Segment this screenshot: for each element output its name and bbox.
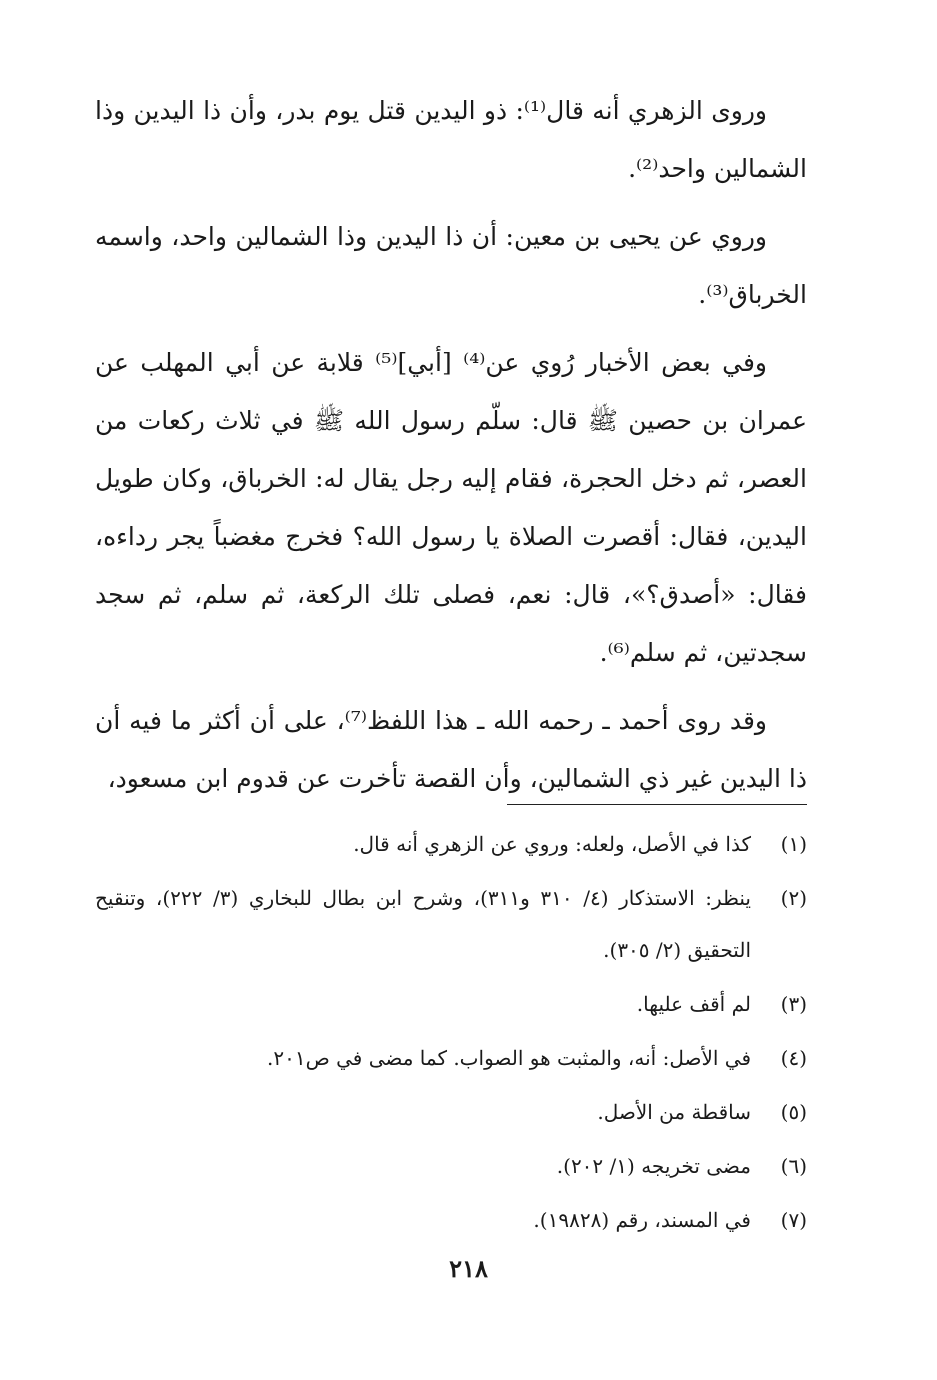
footnote-number: (٤) bbox=[780, 1046, 807, 1070]
footnote bbox=[95, 872, 807, 976]
footnote bbox=[95, 1032, 807, 1084]
footnote-text: في المسند، رقم (١٩٨٢٨). bbox=[533, 1208, 751, 1232]
footnote-text: ساقطة من الأصل. bbox=[597, 1100, 751, 1124]
main-text bbox=[95, 82, 807, 818]
footnote-number: (٣) bbox=[780, 992, 807, 1016]
footnote-number: (١) bbox=[780, 832, 807, 856]
footnote bbox=[95, 1140, 807, 1192]
page-number: ٢١٨ bbox=[449, 1254, 488, 1283]
footnote-number: (٧) bbox=[780, 1208, 807, 1232]
footnote-text: كذا في الأصل، ولعله: وروي عن الزهري أنه قال. bbox=[353, 832, 751, 856]
paragraph: وروى الزهري أنه قال⁽¹⁾: ذو اليدين قتل يوم بدر، وأن ذا اليدين وذا الشمالين واحد⁽²⁾. bbox=[95, 96, 807, 183]
footnote bbox=[95, 978, 807, 1030]
footnote-number: (٢) bbox=[780, 886, 807, 910]
footnote bbox=[95, 818, 807, 870]
footnote-text: ينظر: الاستذكار (٤/ ٣١٠ و٣١١)، وشرح ابن بطال للبخاري (٣/ ٢٢٢)، وتنقيح التحقيق (٢/ ٣٠٥). bbox=[95, 886, 751, 962]
footnote-text: في الأصل: أنه، والمثبت هو الصواب. كما مضى في ص٢٠١. bbox=[266, 1046, 751, 1070]
footnote-separator bbox=[507, 804, 807, 805]
footnote-text: لم أقف عليها. bbox=[636, 992, 751, 1016]
paragraph: وروي عن يحيى بن معين: أن ذا اليدين وذا الشمالين واحد، واسمه الخرباق⁽³⁾. bbox=[95, 222, 807, 309]
paragraph: وقد روى أحمد ـ رحمه الله ـ هذا اللفظ⁽⁷⁾، على أن أكثر ما فيه أن ذا اليدين غير ذي الشمالين، وأن القصة تأخرت عن قدوم ابن مسعود، bbox=[95, 706, 807, 793]
footnote-number: (٥) bbox=[780, 1100, 807, 1124]
footnote bbox=[95, 1086, 807, 1138]
footnotes bbox=[95, 818, 807, 1248]
footnote bbox=[95, 1194, 807, 1246]
footnote-number: (٦) bbox=[780, 1154, 807, 1178]
paragraph: وفي بعض الأخبار رُوي عن⁽⁴⁾ [أبي]⁽⁵⁾ قلابة عن أبي المهلب عن عمران بن حصين ﷺ قال: سلّم رسول الله ﷺ في ثلاث ركعات من العصر، ثم دخل الحجرة، فقام إليه رجل يقال له: الخرباق، وكان طويل اليدين، فقال: أقصرت الصلاة يا رسول الله؟ فخرج مغضباً يجر رداءه، فقال: «أصدق؟»، قال: نعم، فصلى تلك الركعة، ثم سلم، ثم سجد سجدتين، ثم سلم⁽⁶⁾. bbox=[95, 348, 807, 667]
footnote-text: مضى تخريجه (١/ ٢٠٢). bbox=[556, 1154, 751, 1178]
